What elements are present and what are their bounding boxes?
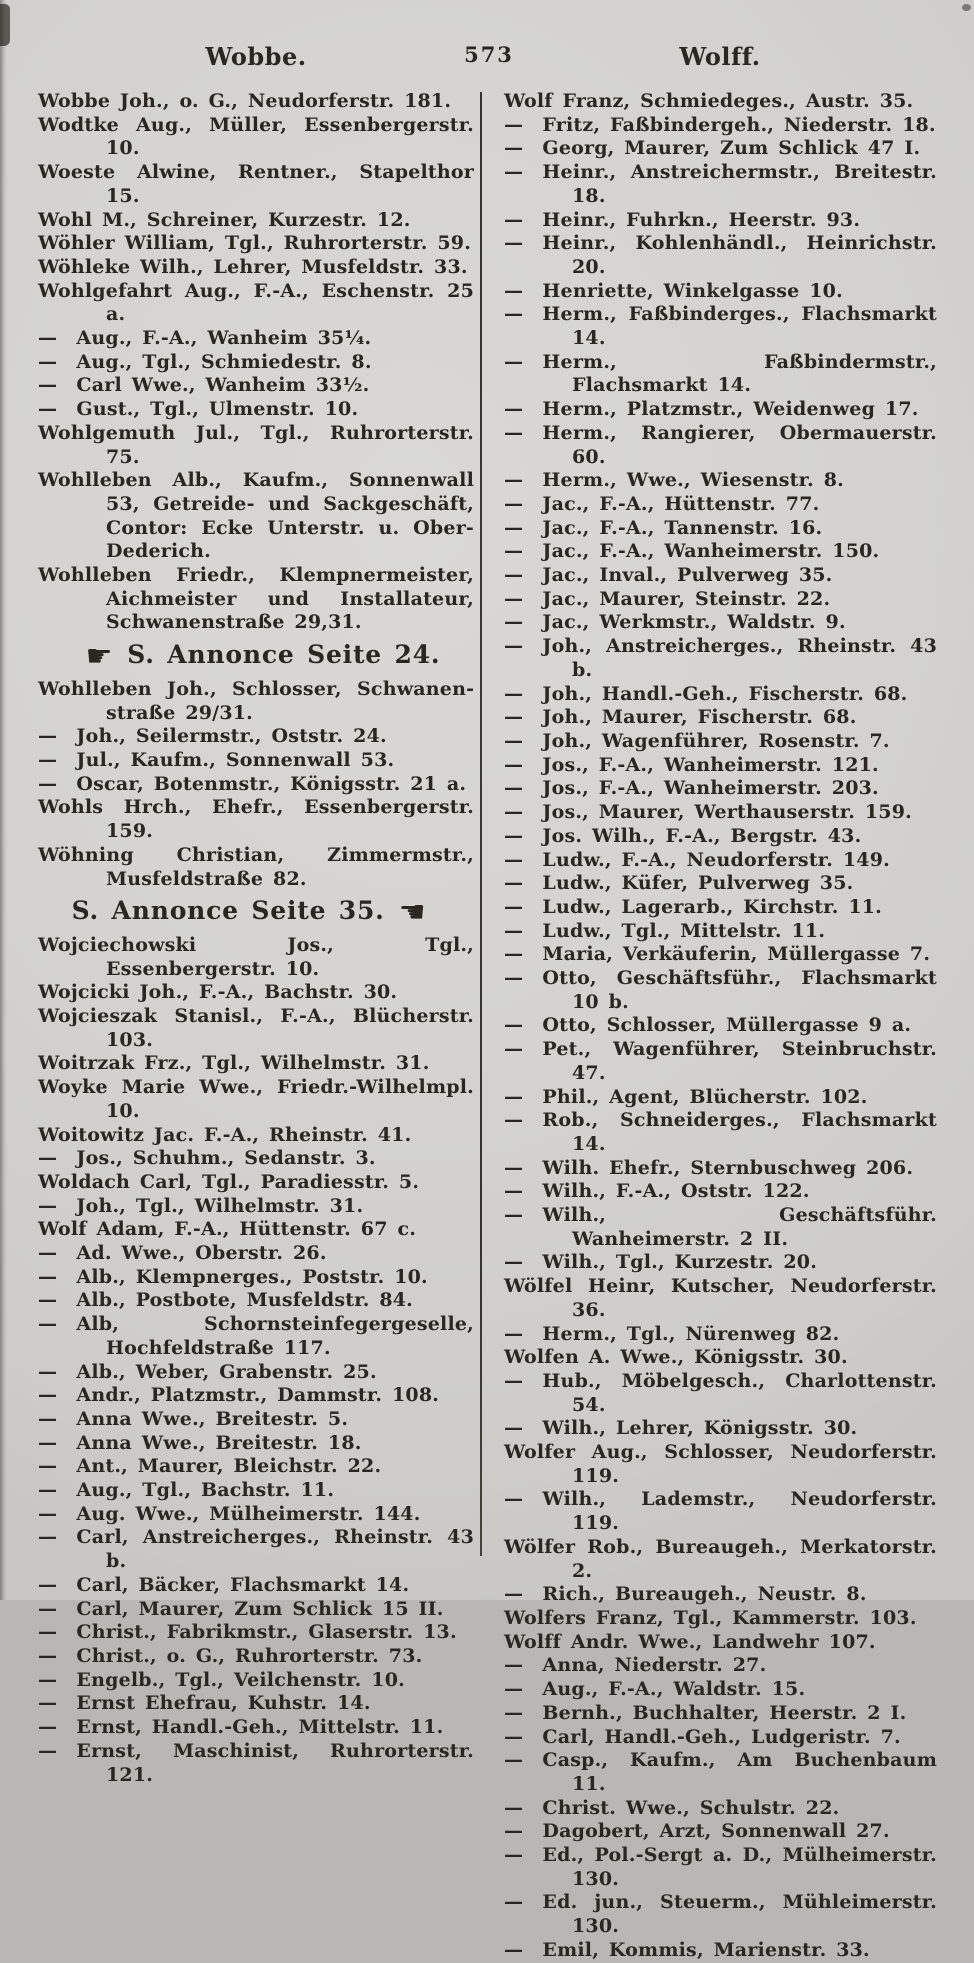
directory-entry: — Jos., Schuhm., Sedanstr. 3. [38, 1147, 376, 1170]
directory-entry: — Ludw., F.-A., Neudorferstr. 149. [504, 848, 890, 871]
directory-entry: — Anna Wwe., Breitestr. 18. [38, 1431, 362, 1454]
directory-entry: — Wilh., Tgl., Kurzestr. 20. [504, 1251, 818, 1274]
directory-entry: Wöhleke Wilh., Lehrer, Musfeldstr. 33. [38, 255, 468, 278]
right-column [504, 90, 937, 1963]
directory-entry: — Alb., Postbote, Musfeldstr. 84. [38, 1289, 413, 1312]
directory-entry: — Wilh., Lehrer, Königsstr. 30. [504, 1417, 858, 1440]
directory-entry: — Herm., Rangierer, Obermauerstr. 60. [504, 421, 937, 468]
directory-entry: Wohlleben Joh., Schlosser, Schwanenstraße 29/31. [38, 677, 474, 724]
directory-entry: Wolf Adam, F.-A., Hüttenstr. 67 c. [38, 1218, 417, 1241]
directory-entry: — Gust., Tgl., Ulmenstr. 10. [38, 398, 359, 421]
directory-entry: Woitrzak Frz., Tgl., Wilhelmstr. 31. [38, 1052, 430, 1075]
pointing-hand-left-icon: ☚ [398, 895, 427, 931]
directory-entry: — Joh., Anstreicherges., Rheinstr. 43 b. [504, 635, 937, 681]
directory-entry: — Christ. Wwe., Schulstr. 22. [504, 1796, 840, 1819]
directory-entry: Wojcicki Joh., F.-A., Bachstr. 30. [38, 981, 398, 1004]
scan-edge-shadow [0, 0, 7, 1600]
directory-entry: — Herm., Faßbindermstr., Flachsmarkt 14. [504, 350, 937, 397]
directory-entry: — Wilh. Ehefr., Sternbuschweg 206. [504, 1156, 914, 1179]
directory-entry: — Joh., Seilermstr., Oststr. 24. [38, 725, 387, 748]
directory-entry: — Phil., Agent, Blücherstr. 102. [504, 1085, 868, 1108]
directory-entry: — Christ., Fabrikmstr., Glaserstr. 13. [38, 1621, 457, 1644]
directory-entry: — Joh., Maurer, Fischerstr. 68. [504, 706, 857, 729]
directory-entry: — Jac., Maurer, Steinstr. 22. [504, 587, 831, 610]
directory-entry: Wölfer Rob., Bureaugeh., Merkatorstr. 2. [504, 1535, 937, 1582]
directory-entry: — Andr., Platzmstr., Dammstr. 108. [38, 1384, 440, 1407]
directory-entry: — Rich., Bureaugeh., Neustr. 8. [504, 1583, 867, 1606]
directory-entry: — Ed. jun., Steuerm., Mühleimerstr. 130. [504, 1891, 937, 1938]
directory-entry: Wölfel Heinr, Kutscher, Neudorferstr. 36. [504, 1275, 937, 1321]
annonce-text: S. Annonce Seite 24. [127, 640, 441, 670]
directory-entry: Wöhning Christian, Zimmermstr., Musfeldstraße 82. [38, 843, 474, 890]
pointing-hand-right-icon: ☛ [85, 639, 114, 675]
directory-entry: — Hub., Möbelgesch., Charlottenstr. 54. [504, 1369, 937, 1416]
directory-entry: — Dagobert, Arzt, Sonnenwall 27. [504, 1820, 890, 1843]
directory-entry: — Jac., F.-A., Hüttenstr. 77. [504, 492, 820, 515]
annonce-text: S. Annonce Seite 35. [71, 896, 385, 926]
directory-entry: — Alb., Weber, Grabenstr. 25. [38, 1360, 377, 1383]
directory-entry: — Carl, Anstreicherges., Rheinstr. 43 b. [38, 1526, 474, 1573]
directory-entry: — Carl Wwe., Wanheim 33½. [38, 374, 370, 397]
directory-entry: — Jul., Kaufm., Sonnenwall 53. [38, 748, 395, 771]
directory-entry: — Jac., F.-A., Wanheimerstr. 150. [504, 540, 880, 563]
directory-entry: — Otto, Schlosser, Müllergasse 9 a. [504, 1014, 912, 1037]
page-number: 573 [464, 42, 514, 67]
left-column [38, 90, 474, 1787]
directory-entry: — Joh., Tgl., Wilhelmstr. 31. [38, 1194, 364, 1217]
directory-entry: — Herm., Platzmstr., Weidenweg 17. [504, 398, 919, 421]
directory-entry: — Carl, Handl.-Geh., Ludgeristr. 7. [504, 1725, 901, 1748]
directory-entry: Wohlgemuth Jul., Tgl., Ruhrorterstr. 75. [38, 421, 474, 468]
directory-entry: — Ludw., Lagerarb., Kirchstr. 11. [504, 895, 883, 918]
directory-entry: — Fritz, Faßbindergeh., Niederstr. 18. [504, 113, 936, 136]
directory-entry: — Casp., Kaufm., Am Buchenbaum 11. [504, 1749, 937, 1795]
directory-entry: — Rob., Schneiderges., Flachsmarkt 14. [504, 1109, 937, 1155]
directory-entry: Wohl M., Schreiner, Kurzestr. 12. [38, 208, 411, 231]
directory-entry: Wöhler William, Tgl., Ruhrorterstr. 59. [38, 232, 472, 255]
directory-entry: Wolfen A. Wwe., Königsstr. 30. [504, 1346, 848, 1369]
directory-entry: — Jos., Maurer, Werthauserstr. 159. [504, 801, 912, 824]
directory-entry: Woitowitz Jac. F.-A., Rheinstr. 41. [38, 1123, 412, 1146]
directory-entry: — Oscar, Botenmstr., Königsstr. 21 a. [38, 772, 467, 795]
directory-entry: — Heinr., Anstreichermstr., Breitestr. 18. [504, 161, 937, 207]
directory-entry: — Engelb., Tgl., Veilchenstr. 10. [38, 1668, 405, 1691]
directory-entry: — Alb., Klempnerges., Poststr. 10. [38, 1265, 428, 1288]
directory-entry: — Wilh., Geschäftsführ. Wanheimerstr. 2 II. [504, 1204, 937, 1250]
directory-entry: — Anna Wwe., Breitestr. 5. [38, 1407, 349, 1430]
directory-entry: Wohlleben Friedr., Klempnermeister, Aichmeister und Installateur, Schwanenstraße 29,31. [38, 564, 474, 634]
directory-entry: — Aug., Tgl., Bachstr. 11. [38, 1479, 335, 1502]
directory-entry: Wodtke Aug., Müller, Essenbergerstr. 10. [38, 113, 474, 160]
directory-entry: Wojcieszak Stanisl., F.-A., Blücherstr. 103. [38, 1005, 474, 1051]
directory-entry: — Ludw., Küfer, Pulverweg 35. [504, 872, 854, 895]
directory-entry: — Ant., Maurer, Bleichstr. 22. [38, 1455, 382, 1478]
directory-entry: — Ernst, Handl.-Geh., Mittelstr. 11. [38, 1716, 444, 1739]
directory-entry: — Jac., Inval., Pulverweg 35. [504, 564, 833, 587]
directory-entry: Woyke Marie Wwe., Friedr.-Wilhelmpl. 10. [38, 1076, 474, 1122]
directory-entry: — Anna, Niederstr. 27. [504, 1654, 767, 1677]
directory-entry: — Otto, Geschäftsführ., Flachsmarkt 10 b. [504, 967, 937, 1013]
annonce-reference [38, 639, 474, 675]
directory-entry: — Herm., Tgl., Nürenweg 82. [504, 1322, 840, 1345]
directory-entry: — Bernh., Buchhalter, Heerstr. 2 I. [504, 1701, 907, 1724]
scan-speck [962, 4, 971, 11]
directory-entry: — Jac., Werkmstr., Waldstr. 9. [504, 611, 846, 634]
directory-entry: — Jos., F.-A., Wanheimerstr. 203. [504, 777, 879, 800]
page-header [0, 42, 974, 76]
directory-entry: — Carl, Bäcker, Flachsmarkt 14. [38, 1573, 410, 1596]
directory-entry: — Herm., Wwe., Wiesenstr. 8. [504, 469, 844, 492]
directory-entry: — Alb, Schornsteinfegergeselle, Hochfeldstraße 117. [38, 1313, 474, 1359]
directory-entry: Wobbe Joh., o. G., Neudorferstr. 181. [38, 90, 452, 112]
directory-entry: — Ludw., Tgl., Mittelstr. 11. [504, 919, 826, 942]
directory-entry: — Wilh., F.-A., Oststr. 122. [504, 1180, 810, 1203]
directory-entry: — Jos., F.-A., Wanheimerstr. 121. [504, 753, 879, 776]
directory-entry: Woeste Alwine, Rentner., Stapelthor 15. [38, 161, 474, 207]
header-left-keyword: Wobbe. [205, 42, 307, 71]
directory-entry: Wohlleben Alb., Kaufm., Sonnenwall 53, Getreide- und Sackgeschäft, Contor: Ecke Unterstr. u. Ober-Dederich. [38, 469, 474, 563]
directory-entry: Wohlgefahrt Aug., F.-A., Eschenstr. 25 a. [38, 279, 474, 326]
directory-entry: — Christ., o. G., Ruhrorterstr. 73. [38, 1645, 423, 1667]
directory-entry: Woldach Carl, Tgl., Paradiesstr. 5. [38, 1170, 420, 1193]
directory-entry: — Ad. Wwe., Oberstr. 26. [38, 1242, 327, 1265]
directory-entry: — Aug., Tgl., Schmiedestr. 8. [38, 350, 372, 373]
directory-entry: — Georg, Maurer, Zum Schlick 47 I. [504, 137, 921, 160]
directory-entry: — Maria, Verkäuferin, Müllergasse 7. [504, 943, 931, 966]
directory-entry: Wolfers Franz, Tgl., Kammerstr. 103. [504, 1607, 917, 1629]
directory-entry: — Ernst Ehefrau, Kuhstr. 14. [38, 1692, 371, 1715]
directory-entry: — Jos. Wilh., F.-A., Bergstr. 43. [504, 824, 862, 847]
directory-entry: — Heinr., Fuhrkn., Heerstr. 93. [504, 208, 861, 231]
directory-entry: Wohls Hrch., Ehefr., Essenbergerstr. 159. [38, 796, 474, 843]
directory-entry: — Herm., Faßbinderges., Flachsmarkt 14. [504, 303, 937, 350]
directory-entry: — Aug., F.-A., Wanheim 35¼. [38, 327, 372, 350]
header-right-keyword: Wolff. [679, 42, 761, 71]
directory-entry: Wojciechowski Jos., Tgl., Essenbergerstr. 10. [38, 933, 474, 980]
directory-entry: Wolff Andr. Wwe., Landwehr 107. [504, 1630, 876, 1653]
directory-entry: — Joh., Wagenführer, Rosenstr. 7. [504, 729, 890, 752]
directory-entry: — Wilh., Lademstr., Neudorferstr. 119. [504, 1488, 937, 1535]
directory-entry: — Joh., Handl.-Geh., Fischerstr. 68. [504, 682, 908, 705]
directory-entry: — Emil, Kommis, Marienstr. 33. [504, 1938, 870, 1961]
directory-entry: — Aug., F.-A., Waldstr. 15. [504, 1678, 806, 1701]
directory-entry: — Ed., Pol.-Sergt a. D., Mülheimerstr. 130. [504, 1844, 937, 1890]
directory-entry: — Heinr., Kohlenhändl., Heinrichstr. 20. [504, 232, 937, 278]
directory-entry: — Jac., F.-A., Tannenstr. 16. [504, 516, 823, 539]
directory-entry: Wolfer Aug., Schlosser, Neudorferstr. 119. [504, 1441, 937, 1487]
directory-entry: — Aug. Wwe., Mülheimerstr. 144. [38, 1502, 421, 1525]
directory-entry: Wolf Franz, Schmiedeges., Austr. 35. [504, 90, 914, 112]
directory-entry: — Henriette, Winkelgasse 10. [504, 279, 843, 302]
annonce-reference [38, 895, 474, 931]
directory-entry: — Ernst, Maschinist, Ruhrorterstr. 121. [38, 1739, 474, 1786]
directory-entry: — Carl, Maurer, Zum Schlick 15 II. [38, 1597, 444, 1620]
column-divider-rule [480, 92, 482, 1556]
directory-entry: — Pet., Wagenführer, Steinbruchstr. 47. [504, 1038, 937, 1084]
scan-edge-artifact [0, 4, 10, 46]
